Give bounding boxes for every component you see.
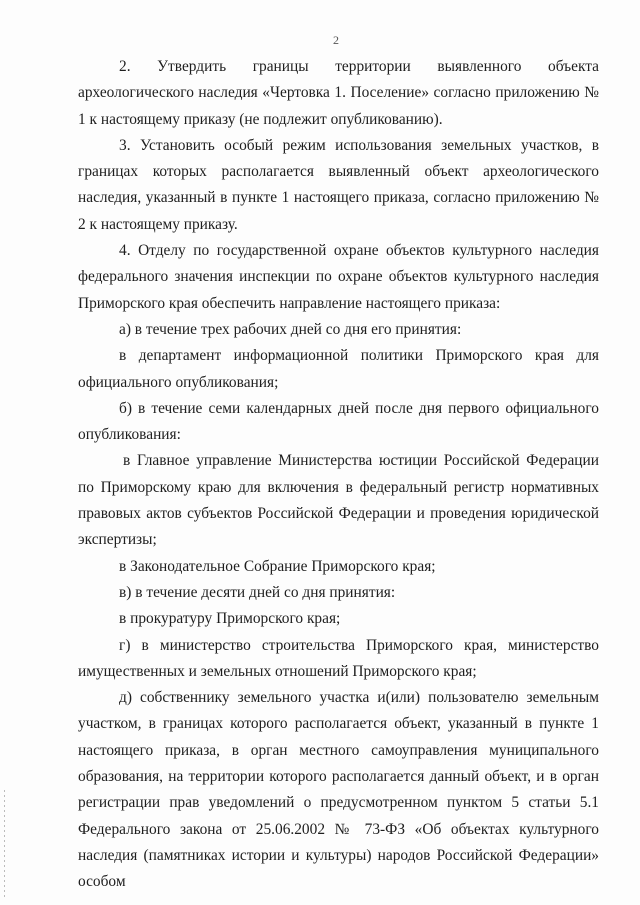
subparagraph-v: в) в течение десяти дней со дня принятия: [119,583,396,601]
paragraph-item-2: 2. Утвердить границы территории выявленного объекта археологического наследия «Чертовка 1. Поселение» согласно приложению № 1 к настоящему приказу (не подлежит опубликованию). [78,58,599,128]
paragraph-item-4: 4. Отделу по государственной охране объектов культурного наследия федерального значения инспекции по охране объектов культурного наследия Приморского края обеспечить направление настоящего приказа: [78,242,599,312]
page-number: 2 [333,33,339,47]
recipient-legislative-assembly: в Законодательное Собрание Приморского края; [119,557,436,575]
subparagraph-d: д) собственнику земельного участка и(или) пользователю земельным участком, в границах которого располагается объект, указанный в пункте 1 настоящего приказа, в орган местного самоуправления муниципального образования, на территории которого располагается данный объект, и в орган регистрации прав уведомлений о предусмотренном пунктом 5 статьи 5.1 Федерального закона от 25.06.2002 № 73-ФЗ «Об объектах культурного наследия (памятниках истории и культуры) народов Российской Федерации» особом [78,689,599,891]
recipient-department-info-policy: в департамент информационной политики Приморского края для официального опубликования; [78,347,599,391]
subparagraph-b: б) в течение семи календарных дней после дня первого официального опубликования: [78,399,599,444]
paragraph-item-3: 3. Установить особый режим использования земельных участков, в границах которых располагается выявленный объект археологического наследия, указанный в пункте 1 настоящего приказа, согласно приложению № 2 к настоящему приказу. [78,136,599,233]
subparagraph-g: г) в министерство строительства Приморского края, министерство имущественных и земельных отношений Приморского края; [78,636,599,680]
recipient-prosecutor-office: в прокуратуру Приморского края; [119,610,341,628]
subparagraph-a: а) в течение трех рабочих дней со дня его принятия: [119,320,462,338]
recipient-ministry-of-justice: в Главное управление Министерства юстиции Российской Федерации по Приморскому краю для включения в федеральный регистр нормативных правовых актов субъектов Российской Федерации и проведения юридической экспертизы; [78,452,599,549]
scan-edge-mark [4,790,5,900]
document-body [78,54,599,896]
